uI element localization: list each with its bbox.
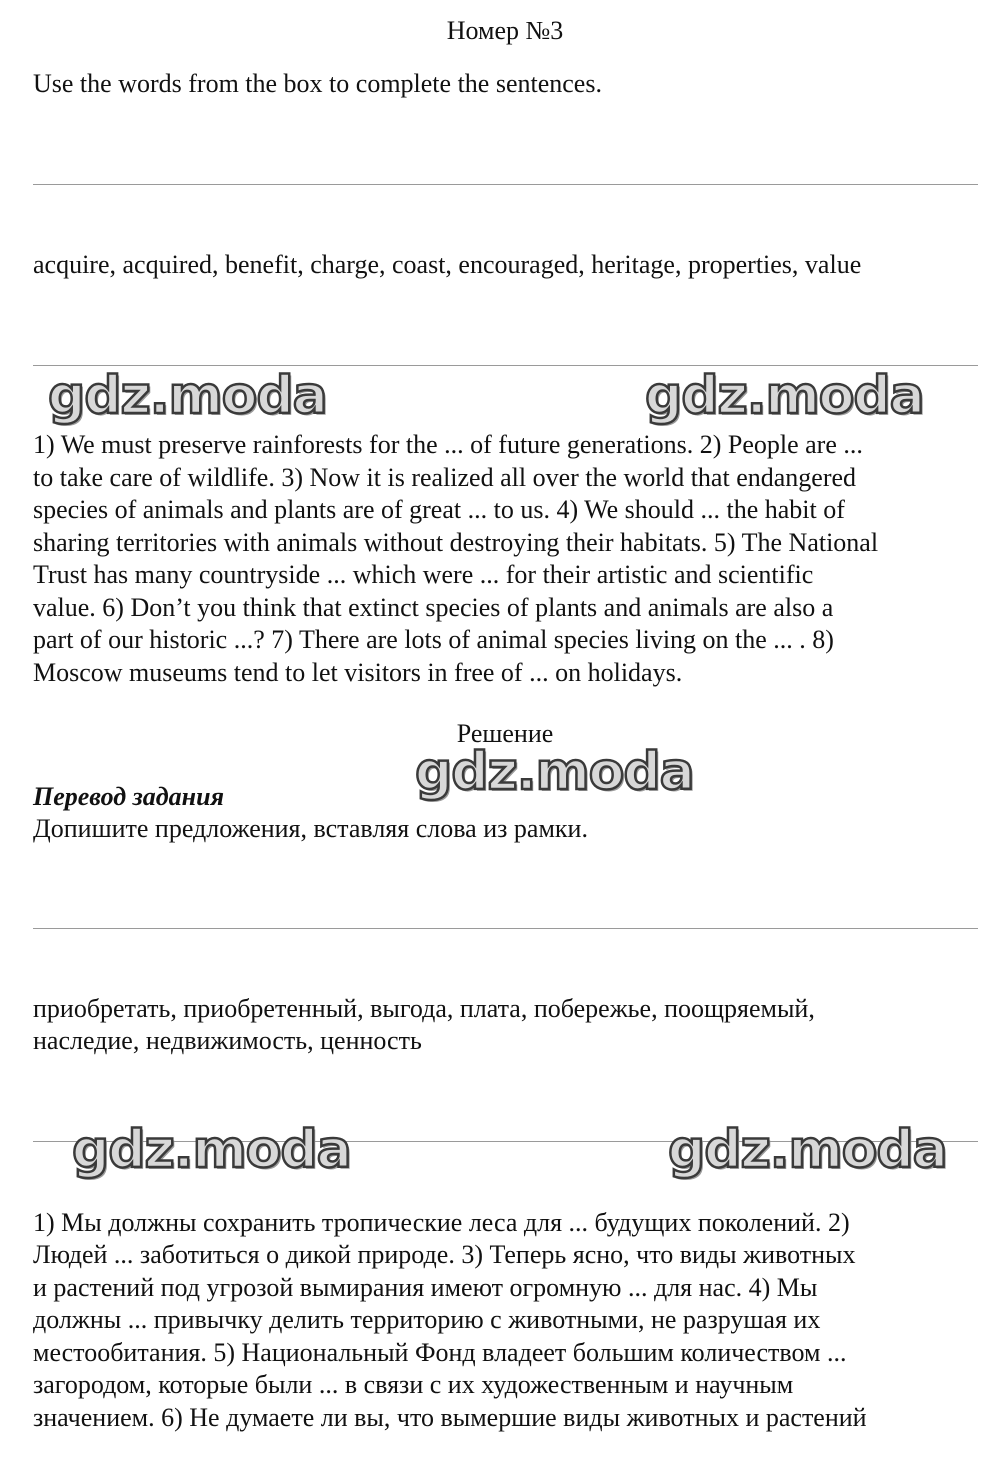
watermark-logo: gdz.moda — [48, 366, 327, 426]
translation-word-box-line: приобретать, приобретенный, выгода, плата, побережье, поощряемый, — [33, 994, 815, 1023]
task-sentence-line: value. 6) Don’t you think that extinct species of plants and animals are also a — [33, 593, 834, 622]
watermark-logo: gdz.moda — [415, 742, 694, 802]
translation-sentence-line: местообитания. 5) Национальный Фонд владеет большим количеством ... — [33, 1338, 847, 1367]
translation-heading: Перевод задания — [33, 782, 224, 811]
translation-sentence-line: и растений под угрозой вымирания имеют огромную ... для нас. 4) Мы — [33, 1273, 818, 1302]
translation-sentence-line: должны ... привычку делить территорию с животными, не разрушая их — [33, 1305, 821, 1334]
translation-sentence-line: 1) Мы должны сохранить тропические леса для ... будущих поколений. 2) — [33, 1208, 850, 1237]
word-box: acquire, acquired, benefit, charge, coast, encouraged, heritage, properties, value — [33, 250, 862, 279]
task-sentence-line: Moscow museums tend to let visitors in free of ... on holidays. — [33, 658, 683, 687]
translation-sentence-line: значением. 6) Не думаете ли вы, что вымершие виды животных и растений — [33, 1403, 867, 1432]
translation-word-box-line: наследие, недвижимость, ценность — [33, 1026, 422, 1055]
translation-instruction: Допишите предложения, вставляя слова из рамки. — [33, 814, 588, 843]
task-sentence-line: 1) We must preserve rainforests for the ... of future generations. 2) People are ... — [33, 430, 863, 459]
watermark-logo: gdz.moda — [645, 366, 924, 426]
task-sentence-line: species of animals and plants are of great ... to us. 4) We should ... the habit of — [33, 495, 845, 524]
watermark-logo: gdz.moda — [72, 1120, 351, 1180]
watermark-logo: gdz.moda — [668, 1120, 947, 1180]
task-sentence-line: part of our historic ...? 7) There are lots of animal species living on the ... . 8) — [33, 625, 834, 654]
translation-sentence-line: загородом, которые были ... в связи с их художественным и научным — [33, 1370, 794, 1399]
task-sentence-line: to take care of wildlife. 3) Now it is realized all over the world that endangered — [33, 463, 857, 492]
task-sentence-line: sharing territories with animals without destroying their habitats. 5) The National — [33, 528, 879, 557]
solution-heading: Решение — [456, 719, 554, 748]
task-sentence-line: Trust has many countryside ... which were ... for their artistic and scientific — [33, 560, 814, 589]
divider — [33, 184, 978, 185]
translation-sentence-line: Людей ... заботиться о дикой природе. 3) Теперь ясно, что виды животных — [33, 1240, 856, 1269]
divider — [33, 928, 978, 929]
page-title: Номер №3 — [446, 16, 564, 45]
task-instruction: Use the words from the box to complete the sentences. — [33, 69, 602, 98]
